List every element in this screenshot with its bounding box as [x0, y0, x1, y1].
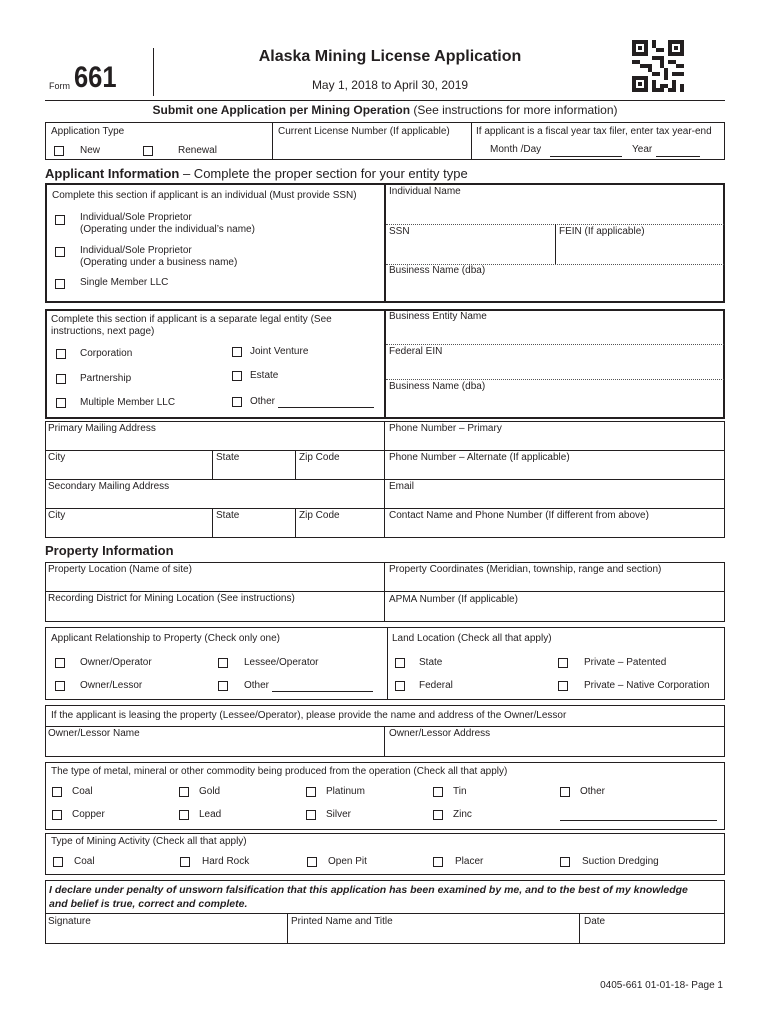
sole-proprietor-business-checkbox[interactable]	[55, 247, 65, 257]
applicant-heading-bold: Applicant Information	[45, 166, 180, 181]
individual-option-1a: Individual/Sole Proprietor	[80, 212, 192, 223]
activity-placer-checkbox[interactable]	[433, 857, 443, 867]
activity-suction-dredging-checkbox[interactable]	[560, 857, 570, 867]
divider	[387, 627, 388, 700]
entity-other-label: Other	[250, 396, 276, 407]
commodity-tin-checkbox[interactable]	[433, 787, 443, 797]
header-rule	[45, 100, 725, 101]
ssn-label: SSN	[389, 226, 410, 237]
renewal-label: Renewal	[178, 145, 217, 156]
commodity-lead-checkbox[interactable]	[179, 810, 189, 820]
entity-section-label-a: Complete this section if applicant is a separate legal entity (See	[51, 314, 332, 325]
joint-venture-label: Joint Venture	[250, 346, 309, 357]
divider	[272, 122, 273, 160]
divider	[384, 421, 385, 538]
activity-open-pit-checkbox[interactable]	[307, 857, 317, 867]
commodity-tin-label: Tin	[453, 786, 467, 797]
entity-other-checkbox[interactable]	[232, 397, 242, 407]
business-name-2-input[interactable]	[388, 393, 723, 417]
leasing-note: If the applicant is leasing the property (Lessee/Operator), please provide the name and address of the Owner/Lessor	[51, 710, 567, 721]
divider	[45, 591, 725, 592]
private-patented-label: Private – Patented	[584, 657, 667, 668]
multiple-member-llc-label: Multiple Member LLC	[80, 397, 176, 408]
commodity-other-input[interactable]	[560, 820, 717, 821]
land-federal-label: Federal	[419, 680, 453, 691]
zip-2-label: Zip Code	[299, 510, 340, 521]
form-period: May 1, 2018 to April 30, 2019	[311, 78, 469, 92]
divider	[45, 508, 725, 509]
printed-name-input[interactable]	[290, 928, 577, 942]
state-label: State	[216, 452, 240, 463]
owner-lessor-checkbox[interactable]	[55, 681, 65, 691]
private-patented-checkbox[interactable]	[558, 658, 568, 668]
corporation-checkbox[interactable]	[56, 349, 66, 359]
partnership-label: Partnership	[80, 373, 132, 384]
estate-label: Estate	[250, 370, 279, 381]
commodity-zinc-label: Zinc	[453, 809, 472, 820]
property-coordinates-label: Property Coordinates (Meridian, township, range and section)	[389, 564, 662, 575]
month-day-label: Month /Day	[490, 144, 542, 155]
activity-suction-dredging-label: Suction Dredging	[582, 856, 659, 867]
year-label: Year	[632, 144, 653, 155]
partnership-checkbox[interactable]	[56, 374, 66, 384]
ssn-input[interactable]	[388, 238, 552, 262]
state-2-input[interactable]	[215, 522, 293, 536]
federal-ein-input[interactable]	[388, 358, 723, 378]
land-state-label: State	[419, 657, 443, 668]
primary-mailing-label: Primary Mailing Address	[48, 423, 156, 434]
single-member-llc-label: Single Member LLC	[80, 277, 169, 288]
owner-lessor-address-label: Owner/Lessor Address	[389, 728, 491, 739]
relationship-other-checkbox[interactable]	[218, 681, 228, 691]
zip-input[interactable]	[298, 464, 382, 478]
qr-code-icon	[632, 40, 684, 92]
fiscal-year-label: If applicant is a fiscal year tax filer, enter tax year-end	[476, 126, 712, 137]
apma-input[interactable]	[388, 606, 723, 620]
divider	[471, 122, 472, 160]
applicant-heading	[45, 166, 468, 182]
commodity-gold-label: Gold	[199, 786, 221, 797]
owner-lessor-label: Owner/Lessor	[80, 680, 143, 691]
divider	[579, 913, 580, 944]
business-entity-name-input[interactable]	[388, 323, 723, 343]
multiple-member-llc-checkbox[interactable]	[56, 398, 66, 408]
individual-option-2b: (Operating under a business name)	[80, 257, 238, 268]
activity-label: Type of Mining Activity (Check all that apply)	[51, 836, 247, 847]
printed-name-label: Printed Name and Title	[291, 916, 393, 927]
divider	[386, 344, 724, 345]
commodity-label: The type of metal, mineral or other commodity being produced from the operation (Check all that apply)	[51, 766, 508, 777]
secondary-mailing-label: Secondary Mailing Address	[48, 481, 170, 492]
activity-hard-rock-checkbox[interactable]	[180, 857, 190, 867]
business-name-label: Business Name (dba)	[389, 265, 486, 276]
relationship-other-label: Other	[244, 680, 270, 691]
divider	[384, 309, 386, 419]
lessee-operator-checkbox[interactable]	[218, 658, 228, 668]
commodity-lead-label: Lead	[199, 809, 222, 820]
individual-option-1b: (Operating under the individual’s name)	[80, 224, 255, 235]
single-member-llc-checkbox[interactable]	[55, 279, 65, 289]
commodity-platinum-label: Platinum	[326, 786, 365, 797]
activity-hard-rock-label: Hard Rock	[202, 856, 250, 867]
divider	[555, 224, 556, 264]
individual-section-label: Complete this section if applicant is an individual (Must provide SSN)	[52, 190, 357, 201]
owner-lessor-address-input[interactable]	[388, 740, 723, 755]
application-type-label: Application Type	[51, 126, 125, 137]
individual-name-input[interactable]	[388, 198, 723, 222]
contact-input[interactable]	[388, 522, 723, 536]
zip-label: Zip Code	[299, 452, 340, 463]
footer-code: 0405-661 01-01-18- Page 1	[600, 980, 723, 991]
month-day-input[interactable]	[550, 156, 622, 157]
state-2-label: State	[216, 510, 240, 521]
commodity-gold-checkbox[interactable]	[179, 787, 189, 797]
divider	[384, 183, 386, 303]
state-input[interactable]	[215, 464, 293, 478]
activity-coal-checkbox[interactable]	[53, 857, 63, 867]
city-2-input[interactable]	[47, 522, 210, 536]
secondary-mailing-input[interactable]	[47, 493, 382, 507]
recording-district-input[interactable]	[47, 605, 382, 620]
instruction-bold: Submit one Application per Mining Operation	[152, 103, 411, 117]
lessee-operator-label: Lessee/Operator	[244, 657, 319, 668]
city-input[interactable]	[47, 464, 210, 478]
header-divider	[153, 48, 154, 96]
new-checkbox[interactable]	[54, 146, 64, 156]
divider	[384, 726, 385, 757]
commodity-copper-checkbox[interactable]	[52, 810, 62, 820]
entity-other-input[interactable]	[278, 407, 374, 408]
private-native-label: Private – Native Corporation	[584, 680, 710, 691]
business-entity-name-label: Business Entity Name	[389, 311, 487, 322]
phone-alternate-label: Phone Number – Alternate (If applicable)	[389, 452, 570, 463]
owner-lessor-name-input[interactable]	[47, 740, 382, 755]
commodity-coal-label: Coal	[72, 786, 93, 797]
declaration-text-a: I declare under penalty of unsworn falsification that this application has been examined by me, and to the best of my knowledge	[49, 884, 688, 896]
divider	[212, 450, 213, 479]
business-name-input[interactable]	[388, 277, 723, 301]
current-license-label: Current License Number (If applicable)	[278, 126, 450, 137]
relationship-other-input[interactable]	[272, 691, 373, 692]
phone-primary-input[interactable]	[388, 435, 723, 449]
phone-primary-label: Phone Number – Primary	[389, 423, 502, 434]
instruction-rest: (See instructions for more information)	[413, 103, 618, 117]
renewal-checkbox[interactable]	[143, 146, 153, 156]
business-name-2-label: Business Name (dba)	[389, 381, 486, 392]
contact-label: Contact Name and Phone Number (If different from above)	[389, 510, 649, 521]
year-input[interactable]	[656, 156, 700, 157]
divider	[295, 508, 296, 538]
sole-proprietor-individual-checkbox[interactable]	[55, 215, 65, 225]
commodity-other-label: Other	[580, 786, 606, 797]
date-label: Date	[584, 916, 606, 927]
owner-operator-checkbox[interactable]	[55, 658, 65, 668]
owner-lessor-name-label: Owner/Lessor Name	[48, 728, 140, 739]
property-location-input[interactable]	[47, 576, 382, 590]
divider	[45, 726, 725, 727]
divider	[45, 450, 725, 451]
primary-mailing-input[interactable]	[47, 435, 382, 449]
declaration-text-b: and belief is true, correct and complete.	[49, 898, 248, 910]
individual-option-2a: Individual/Sole Proprietor	[80, 245, 192, 256]
divider	[212, 508, 213, 538]
phone-alternate-input[interactable]	[388, 464, 723, 478]
land-federal-checkbox[interactable]	[395, 681, 405, 691]
individual-name-label: Individual Name	[389, 186, 461, 197]
fein-input[interactable]	[559, 238, 723, 262]
apma-label: APMA Number (If applicable)	[389, 594, 518, 605]
instructions-line	[45, 103, 725, 117]
divider	[384, 562, 385, 622]
land-state-checkbox[interactable]	[395, 658, 405, 668]
private-native-checkbox[interactable]	[558, 681, 568, 691]
city-2-label: City	[48, 510, 66, 521]
commodity-silver-label: Silver	[326, 809, 352, 820]
divider	[287, 913, 288, 944]
form-label: Form	[49, 81, 70, 91]
divider	[45, 913, 725, 914]
signature-label: Signature	[48, 916, 91, 927]
entity-section-label-b: instructions, next page)	[51, 326, 155, 337]
activity-open-pit-label: Open Pit	[328, 856, 367, 867]
recording-district-label: Recording District for Mining Location (See instructions)	[48, 593, 295, 604]
zip-2-input[interactable]	[298, 522, 382, 536]
property-coordinates-input[interactable]	[388, 576, 723, 590]
divider	[295, 450, 296, 479]
commodity-platinum-checkbox[interactable]	[306, 787, 316, 797]
commodity-copper-label: Copper	[72, 809, 105, 820]
email-input[interactable]	[388, 493, 723, 507]
land-location-label: Land Location (Check all that apply)	[392, 633, 552, 644]
owner-operator-label: Owner/Operator	[80, 657, 152, 668]
divider	[386, 379, 724, 380]
current-license-input[interactable]	[278, 140, 466, 158]
commodity-silver-checkbox[interactable]	[306, 810, 316, 820]
property-location-label: Property Location (Name of site)	[48, 564, 192, 575]
commodity-other-checkbox[interactable]	[560, 787, 570, 797]
form-number: 661	[74, 61, 117, 94]
joint-venture-checkbox[interactable]	[232, 347, 242, 357]
activity-coal-label: Coal	[74, 856, 95, 867]
commodity-coal-checkbox[interactable]	[52, 787, 62, 797]
email-label: Email	[389, 481, 415, 492]
date-input[interactable]	[583, 928, 723, 942]
property-heading: Property Information	[45, 543, 174, 558]
applicant-heading-rest: – Complete the proper section for your entity type	[182, 166, 468, 181]
estate-checkbox[interactable]	[232, 371, 242, 381]
activity-placer-label: Placer	[455, 856, 484, 867]
signature-input[interactable]	[47, 928, 285, 942]
city-label: City	[48, 452, 66, 463]
divider	[45, 479, 725, 480]
form-title: Alaska Mining License Application	[258, 48, 522, 65]
fein-label: FEIN (If applicable)	[559, 226, 645, 237]
commodity-zinc-checkbox[interactable]	[433, 810, 443, 820]
federal-ein-label: Federal EIN	[389, 346, 443, 357]
new-label: New	[80, 145, 101, 156]
corporation-label: Corporation	[80, 348, 133, 359]
relationship-label: Applicant Relationship to Property (Check only one)	[51, 633, 281, 644]
